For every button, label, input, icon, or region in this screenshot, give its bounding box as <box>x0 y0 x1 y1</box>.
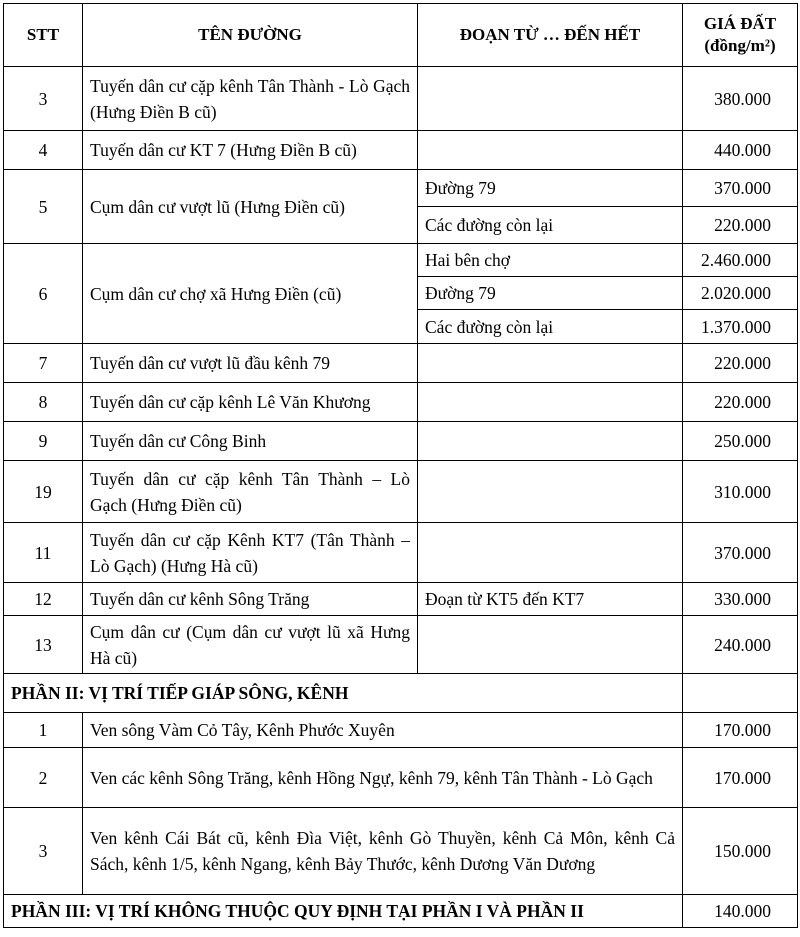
row-stt: 19 <box>4 461 83 523</box>
row-street-name: Cụm dân cư vượt lũ (Hưng Điền cũ) <box>83 170 418 244</box>
row-price: 240.000 <box>683 616 798 674</box>
section-price: 140.000 <box>683 895 798 928</box>
row-stt: 11 <box>4 523 83 583</box>
row-price: 220.000 <box>683 344 798 383</box>
land-price-table <box>3 3 798 928</box>
row-segment <box>418 383 683 422</box>
row-stt: 12 <box>4 583 83 616</box>
header-price-line1: GIÁ ĐẤT <box>703 14 777 33</box>
row-segment: Các đường còn lại <box>418 207 683 244</box>
row-segment <box>418 67 683 131</box>
table-row <box>4 67 798 131</box>
row-street-name: Tuyến dân cư cặp kênh Lê Văn Khương <box>83 383 418 422</box>
row-street-name: Cụm dân cư chợ xã Hưng Điền (cũ) <box>83 244 418 344</box>
row-segment: Đoạn từ KT5 đến KT7 <box>418 583 683 616</box>
row-price: 380.000 <box>683 67 798 131</box>
row-street-name: Tuyến dân cư Công Binh <box>83 422 418 461</box>
row-stt: 8 <box>4 383 83 422</box>
row-stt: 9 <box>4 422 83 461</box>
row-street-name: Tuyến dân cư cặp kênh Tân Thành - Lò Gạch (Hưng Điền B cũ) <box>83 67 418 131</box>
table-row <box>4 344 798 383</box>
row-price: 330.000 <box>683 583 798 616</box>
table-row <box>4 808 798 895</box>
row-segment <box>418 344 683 383</box>
row-segment: Các đường còn lại <box>418 310 683 344</box>
row-price: 310.000 <box>683 461 798 523</box>
row-price: 2.020.000 <box>683 277 798 310</box>
row-price: 220.000 <box>683 207 798 244</box>
row-price: 1.370.000 <box>683 310 798 344</box>
row-price: 440.000 <box>683 131 798 170</box>
table-row <box>4 131 798 170</box>
row-price: 250.000 <box>683 422 798 461</box>
table-row <box>4 461 798 523</box>
row-segment <box>418 461 683 523</box>
header-stt: STT <box>4 4 83 67</box>
header-row <box>4 4 798 67</box>
row-street-name: Tuyến dân cư kênh Sông Trăng <box>83 583 418 616</box>
table-row <box>4 583 798 616</box>
row-stt: 5 <box>4 170 83 244</box>
table-row <box>4 422 798 461</box>
row-price: 370.000 <box>683 170 798 207</box>
row-stt: 4 <box>4 131 83 170</box>
row-street-name: Ven kênh Cái Bát cũ, kênh Đìa Việt, kênh Gò Thuyền, kênh Cả Môn, kênh Cả Sách, kênh 1/5, kênh Ngang, kênh Bảy Thước, kênh Dương Văn Dương <box>83 808 683 895</box>
row-stt: 7 <box>4 344 83 383</box>
header-price-line2: (đồng/m²) <box>704 36 776 55</box>
header-street-name: TÊN ĐƯỜNG <box>83 4 418 67</box>
row-segment: Đường 79 <box>418 170 683 207</box>
row-price: 220.000 <box>683 383 798 422</box>
table-row <box>4 383 798 422</box>
table-row <box>4 523 798 583</box>
section-row <box>4 674 798 713</box>
row-street-name: Tuyến dân cư vượt lũ đầu kênh 79 <box>83 344 418 383</box>
table-row <box>4 170 798 207</box>
row-stt: 6 <box>4 244 83 344</box>
table-row <box>4 748 798 808</box>
section-title-part2: PHẦN II: VỊ TRÍ TIẾP GIÁP SÔNG, KÊNH <box>4 674 683 713</box>
row-street-name: Ven sông Vàm Cỏ Tây, Kênh Phước Xuyên <box>83 713 683 748</box>
row-price: 370.000 <box>683 523 798 583</box>
table-row <box>4 244 798 277</box>
section-title-part3: PHẦN III: VỊ TRÍ KHÔNG THUỘC QUY ĐỊNH TẠI PHẦN I VÀ PHẦN II <box>4 895 683 928</box>
header-segment: ĐOẠN TỪ … ĐẾN HẾT <box>418 4 683 67</box>
row-stt: 3 <box>4 808 83 895</box>
row-price: 150.000 <box>683 808 798 895</box>
row-street-name: Tuyến dân cư KT 7 (Hưng Điền B cũ) <box>83 131 418 170</box>
row-price: 2.460.000 <box>683 244 798 277</box>
row-street-name: Ven các kênh Sông Trăng, kênh Hồng Ngự, kênh 79, kênh Tân Thành - Lò Gạch <box>83 748 683 808</box>
row-segment <box>418 523 683 583</box>
row-street-name: Tuyến dân cư cặp kênh Tân Thành – Lò Gạch (Hưng Điền cũ) <box>83 461 418 523</box>
row-segment: Hai bên chợ <box>418 244 683 277</box>
table-row <box>4 616 798 674</box>
row-street-name: Cụm dân cư (Cụm dân cư vượt lũ xã Hưng Hà cũ) <box>83 616 418 674</box>
row-segment <box>418 131 683 170</box>
header-price <box>683 4 798 67</box>
row-stt: 2 <box>4 748 83 808</box>
row-stt: 3 <box>4 67 83 131</box>
section-row <box>4 895 798 928</box>
table-row <box>4 713 798 748</box>
row-price: 170.000 <box>683 713 798 748</box>
row-segment <box>418 616 683 674</box>
row-segment: Đường 79 <box>418 277 683 310</box>
section-price-empty <box>683 674 798 713</box>
row-stt: 1 <box>4 713 83 748</box>
row-price: 170.000 <box>683 748 798 808</box>
row-street-name: Tuyến dân cư cặp Kênh KT7 (Tân Thành – Lò Gạch) (Hưng Hà cũ) <box>83 523 418 583</box>
row-segment <box>418 422 683 461</box>
row-stt: 13 <box>4 616 83 674</box>
